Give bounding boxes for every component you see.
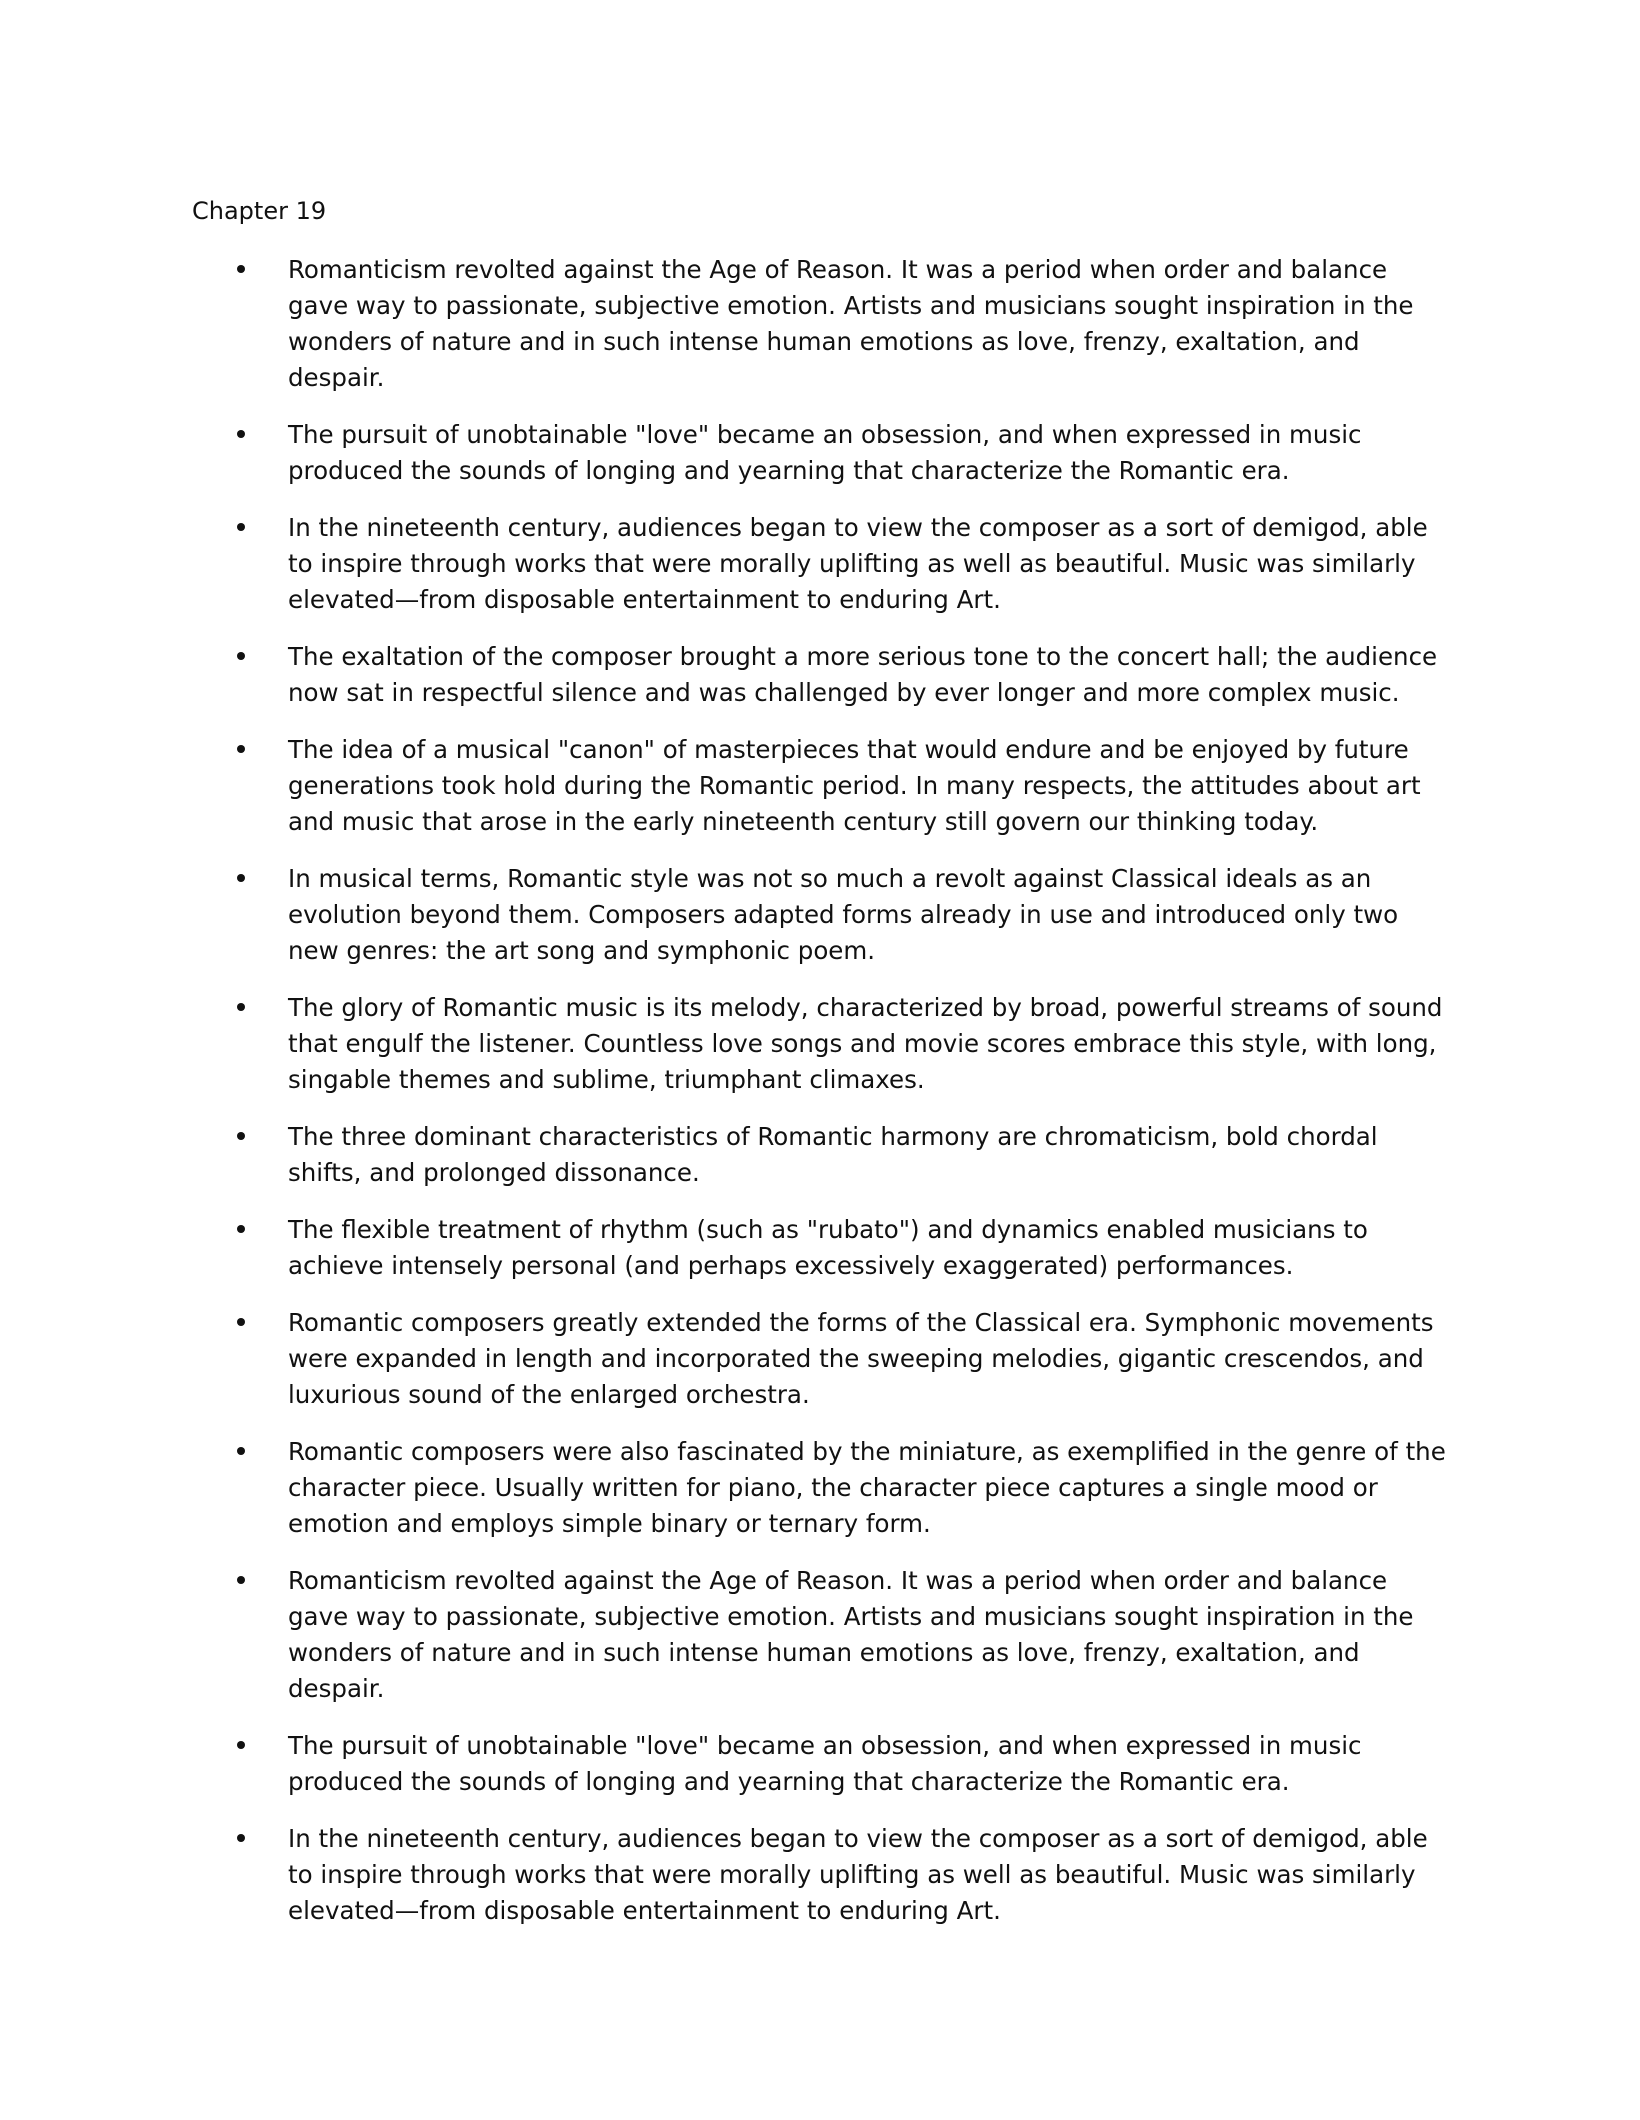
bullet-text: The exaltation of the composer brought a more serious tone to the concert hall; the audience now sat in respectful silence and was challenged by ever longer and more complex music. xyxy=(288,642,1438,707)
list-item xyxy=(0,252,1448,396)
page-heading: Chapter 19 xyxy=(192,197,327,225)
bullet-text: In the nineteenth century, audiences began to view the composer as a sort of demigod, able to inspire through works that were morally uplifting as well as beautiful. Music was similarly elevated—from disposable entertainment to enduring Art. xyxy=(288,513,1428,614)
bullet-icon xyxy=(237,874,245,882)
list-item xyxy=(0,1212,1448,1284)
bullet-text: Romantic composers were also fascinated by the miniature, as exemplified in the genre of the character piece. Usually written for piano, the character piece captures a single mood or emotion and employs simple binary or ternary form. xyxy=(288,1437,1446,1538)
bullet-icon xyxy=(237,430,245,438)
bullet-text: Romanticism revolted against the Age of Reason. It was a period when order and balance gave way to passionate, subjective emotion. Artists and musicians sought inspiration in the wonders of nature and in such intense human emotions as love, frenzy, exaltation, and despair. xyxy=(288,255,1414,392)
bullet-icon xyxy=(237,1576,245,1584)
bullet-text: In musical terms, Romantic style was not so much a revolt against Classical ideals as an evolution beyond them. Composers adapted forms already in use and introduced only two new genres: the art song and symphonic poem. xyxy=(288,864,1399,965)
list-item xyxy=(0,510,1448,618)
bullet-text: In the nineteenth century, audiences began to view the composer as a sort of demigod, able to inspire through works that were morally uplifting as well as beautiful. Music was similarly elevated—from disposable entertainment to enduring Art. xyxy=(288,1824,1428,1925)
list-item xyxy=(0,417,1448,489)
bullet-icon xyxy=(237,1225,245,1233)
bullet-text: The pursuit of unobtainable "love" became an obsession, and when expressed in music produced the sounds of longing and yearning that characterize the Romantic era. xyxy=(288,1731,1362,1796)
list-item xyxy=(0,1434,1448,1542)
list-item xyxy=(0,990,1448,1098)
bullet-icon xyxy=(237,1834,245,1842)
bullet-icon xyxy=(237,265,245,273)
bullet-text: The pursuit of unobtainable "love" became an obsession, and when expressed in music produced the sounds of longing and yearning that characterize the Romantic era. xyxy=(288,420,1362,485)
bullet-icon xyxy=(237,1003,245,1011)
list-item xyxy=(0,1563,1448,1707)
bullet-list xyxy=(0,252,1640,1950)
list-item xyxy=(0,639,1448,711)
bullet-icon xyxy=(237,745,245,753)
list-item xyxy=(0,732,1448,840)
bullet-text: The three dominant characteristics of Romantic harmony are chromaticism, bold chordal shifts, and prolonged dissonance. xyxy=(288,1122,1378,1187)
bullet-text: Romanticism revolted against the Age of Reason. It was a period when order and balance gave way to passionate, subjective emotion. Artists and musicians sought inspiration in the wonders of nature and in such intense human emotions as love, frenzy, exaltation, and despair. xyxy=(288,1566,1414,1703)
list-item xyxy=(0,1119,1448,1191)
list-item xyxy=(0,1728,1448,1800)
bullet-icon xyxy=(237,652,245,660)
bullet-icon xyxy=(237,523,245,531)
bullet-text: The glory of Romantic music is its melody, characterized by broad, powerful streams of sound that engulf the listener. Countless love songs and movie scores embrace this style, with long, singable themes and sublime, triumphant climaxes. xyxy=(288,993,1443,1094)
bullet-icon xyxy=(237,1741,245,1749)
bullet-text: Romantic composers greatly extended the forms of the Classical era. Symphonic movements were expanded in length and incorporated the sweeping melodies, gigantic crescendos, and luxurious sound of the enlarged orchestra. xyxy=(288,1308,1434,1409)
bullet-icon xyxy=(237,1447,245,1455)
bullet-text: The idea of a musical "canon" of masterpieces that would endure and be enjoyed by future generations took hold during the Romantic period. In many respects, the attitudes about art and music that arose in the early nineteenth century still govern our thinking today. xyxy=(288,735,1421,836)
bullet-text: The flexible treatment of rhythm (such as "rubato") and dynamics enabled musicians to achieve intensely personal (and perhaps excessively exaggerated) performances. xyxy=(288,1215,1368,1280)
list-item xyxy=(0,861,1448,969)
bullet-icon xyxy=(237,1318,245,1326)
list-item xyxy=(0,1821,1448,1929)
list-item xyxy=(0,1305,1448,1413)
bullet-icon xyxy=(237,1132,245,1140)
